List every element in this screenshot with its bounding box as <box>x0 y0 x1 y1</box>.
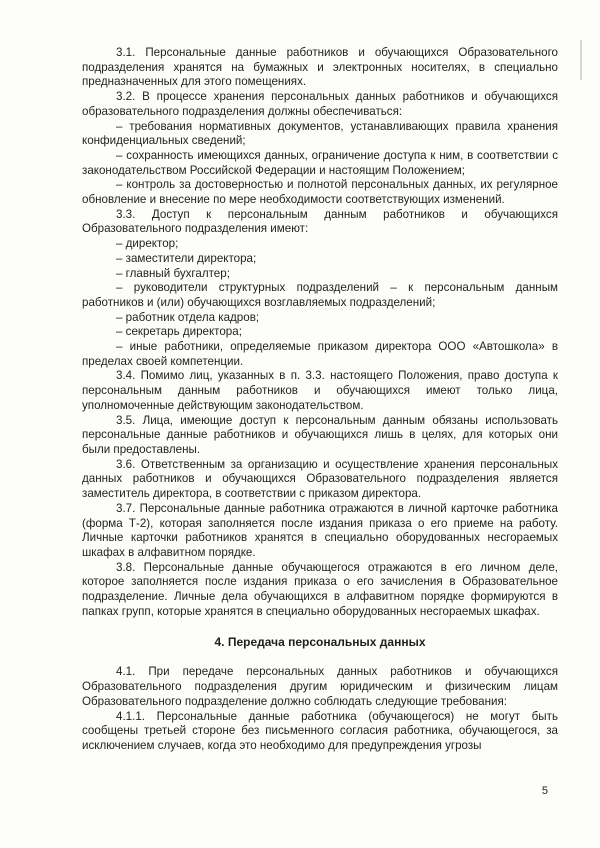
list-item: – требования нормативных документов, устанавливающих правила хранения конфиденциальных сведений; <box>82 119 558 148</box>
paragraph: 4.1. При передаче персональных данных работников и обучающихся Образовательного подразделения другим юридическим и физическим лицам Образовательного подразделение должно соблюдать следующие требования: <box>82 665 558 708</box>
list-item: – главный бухгалтер; <box>116 266 230 280</box>
paragraph: 3.8. Персональные данные обучающегося отражаются в его личном деле, которое заполняется после издания приказа о его зачисления в Образовательное подразделение. Личные дела обучающихся в алфавитном порядке формируются в папках групп, которые хранятся в специально оборудованных несгораемых шкафах. <box>82 560 558 618</box>
page-number: 5 <box>541 785 548 797</box>
list-item: – работник отдела кадров; <box>116 310 260 324</box>
section-3-text <box>82 46 558 619</box>
paragraph: 3.7. Персональные данные работника отражаются в личной карточке работника (форма Т-2), которая заполняется после издания приказа о его приеме на работу. Личные карточки работников хранятся в специально оборудованных несгораемых шкафах в алфавитном порядке. <box>82 501 558 559</box>
section-4-heading: 4. Передача персональных данных <box>214 635 426 650</box>
list-item: – сохранность имеющихся данных, ограничение доступа к ним, в соответствии с законодательством Российской Федерации и настоящим Положением; <box>82 148 558 177</box>
paragraph: 3.1. Персональные данные работников и обучающихся Образовательного подразделения хранятся на бумажных и электронных носителях, в специально предназначенных для этого помещениях. <box>82 46 558 89</box>
paragraph: 3.4. Помимо лиц, указанных в п. 3.3. настоящего Положения, право доступа к персональным данным работников и обучающихся имеют только лица, уполномоченные действующим законодательством. <box>82 369 558 412</box>
list-item: – заместители директора; <box>116 251 257 265</box>
scan-edge-mark <box>580 40 582 80</box>
list-item: – контроль за достоверностью и полнотой персональных данных, их регулярное обновление и внесение по мере необходимости соответствующих изменений. <box>82 178 558 207</box>
list-item: – руководители структурных подразделений – к персональным данным работников и (или) обучающихся возглавляемых подразделений; <box>82 281 558 309</box>
list-item: – директор; <box>116 237 179 251</box>
paragraph: 3.2. В процессе хранения персональных данных работников и обучающихся образовательного подразделения должны обеспечиваться: <box>82 90 558 118</box>
paragraph: 3.3. Доступ к персональным данным работников и обучающихся Образовательного подразделения имеют: <box>82 207 558 236</box>
list-item: – секретарь директора; <box>116 325 242 339</box>
section-4-text <box>82 665 558 753</box>
paragraph: 4.1.1. Персональные данные работника (обучающегося) не могут быть сообщены третьей стороне без письменного согласия работника, обучающегося, за исключением случаев, когда это необходимо для предупреждения угрозы <box>82 709 558 752</box>
list-item: – иные работники, определяемые приказом директора ООО «Автошкола» в пределах своей компетенции. <box>82 340 558 368</box>
paragraph: 3.5. Лица, имеющие доступ к персональным данным обязаны использовать персональные данные работников и обучающихся лишь в целях, для которых они были предоставлены. <box>82 413 558 456</box>
paragraph: 3.6. Ответственным за организацию и осуществление хранения персональных данных работников и обучающихся Образовательного подразделения является заместитель директора, в соответствии с приказом директора. <box>82 457 558 501</box>
